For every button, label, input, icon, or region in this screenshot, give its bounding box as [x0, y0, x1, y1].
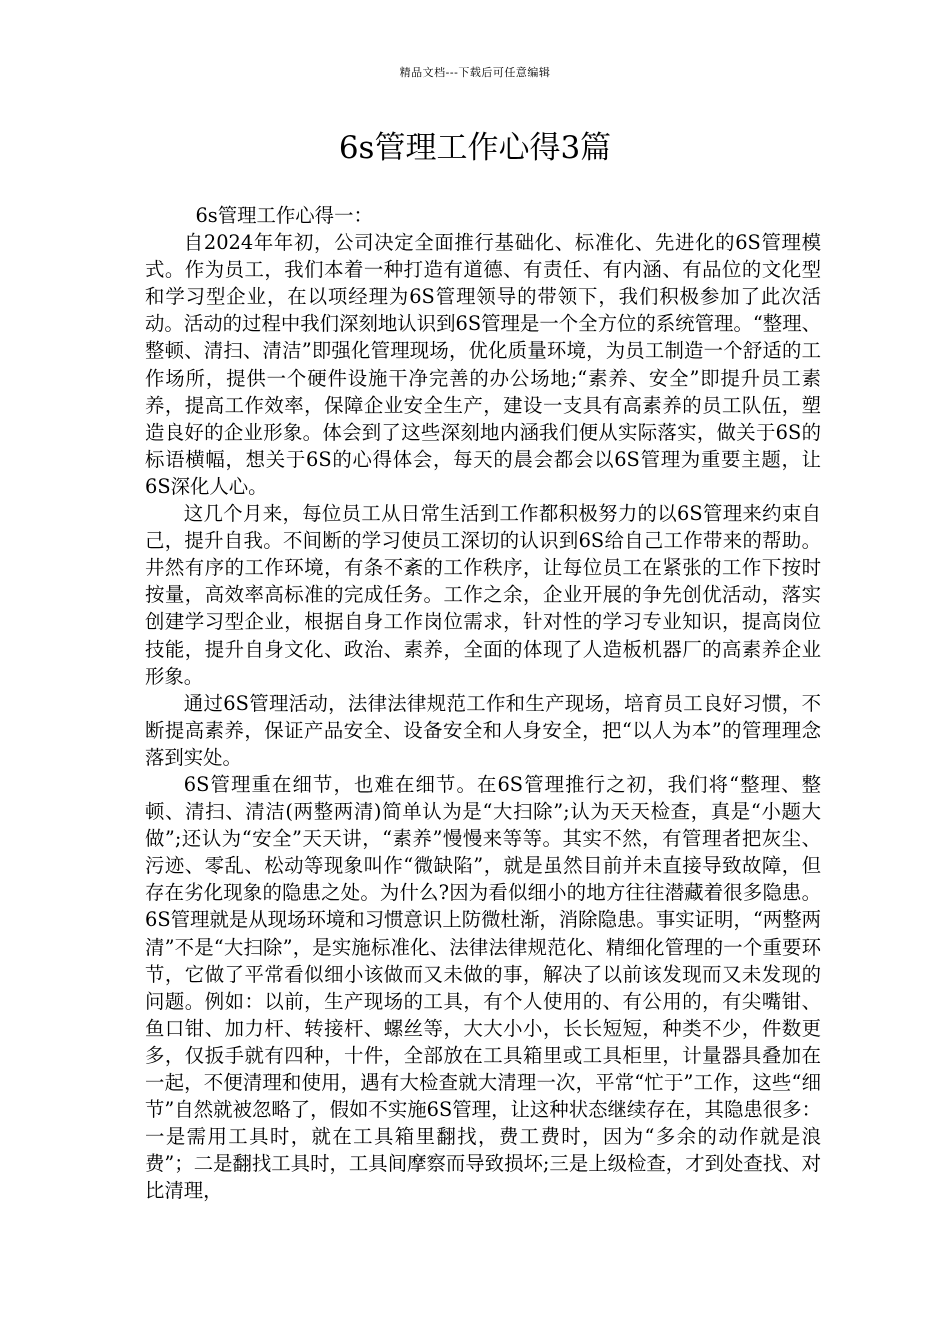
document-title: 6s管理工作心得3篇: [338, 130, 612, 166]
paragraph-4: 6S管理重在细节，也难在细节。在6S管理推行之初，我们将“整理、整顿、清扫、清洁(两整两清)简单认为是“大扫除”;认为天天检查，真是“小题大做”;还认为“安全”天天讲，“素养”慢慢来等等。其实不然，有管理者把灰尘、污迹、零乱、松动等现象叫作“微缺陷”，就是虽然目前并未直接导致故障，但存在劣化现象的隐患之处。为什么?因为看似细小的地方往往潜藏着很多隐患。6S管理就是从现场环境和习惯意识上防微杜渐，消除隐患。事实证明，“两整两清”不是“大扫除”，是实施标准化、法律法律规范化、精细化管理的一个重要环节，它做了平常看似细小该做而又未做的事，解决了以前该发现而又未发现的问题。例如：以前，生产现场的工具，有个人使用的、有公用的，有尖嘴钳、鱼口钳、加力杆、转接杆、螺丝等，大大小小，长长短短，种类不少，件数更多，仅扳手就有四种，十件，全部放在工具箱里或工具柜里，计量器具叠加在一起，不便清理和使用，遇有大检查就大清理一次，平常“忙于”工作，这些“细节”自然就被忽略了，假如不实施6S管理，让这种状态继续存在，其隐患很多：一是需用工具时，就在工具箱里翻找，费工费时，因为“多余的动作就是浪费”；二是翻找工具时，工具间摩察而导致损坏;三是上级检查，才到处查找、对比清理，: [145, 772, 821, 1203]
page-header: 精品文档---下载后可任意编辑: [399, 66, 551, 79]
paragraph-3: 通过6S管理活动，法律法律规范工作和生产现场，培育员工良好习惯，不断提高素养，保证产品安全、设备安全和人身安全，把“以人为本”的管理理念落到实处。: [145, 691, 821, 769]
document-body: [145, 202, 821, 1204]
paragraph-2: 这几个月来，每位员工从日常生活到工作都积极努力的以6S管理来约束自己，提升自我。不间断的学习使员工深切的认识到6S给自己工作带来的帮助。井然有序的工作环境，有条不紊的工作秩序，让每位员工在紧张的工作下按时按量，高效率高标准的完成任务。工作之余，企业开展的争先创优活动，落实创建学习型企业，根据自身工作岗位需求，针对性的学习专业知识，提高岗位技能，提升自身文化、政治、素养，全面的体现了人造板机器厂的高素养企业形象。: [145, 502, 821, 688]
paragraph-1: 自2024年年初，公司决定全面推行基础化、标准化、先进化的6S管理模式。作为员工，我们本着一种打造有道德、有责任、有内涵、有品位的文化型和学习型企业，在以项经理为6S管理领导的带领下，我们积极参加了此次活动。活动的过程中我们深刻地认识到6S管理是一个全方位的系统管理。“整理、整顿、清扫、清洁”即强化管理现场，优化质量环境，为员工制造一个舒适的工作场所，提供一个硬件设施干净完善的办公场地;“素养、安全”即提升员工素养，提高工作效率，保障企业安全生产，建设一支具有高素养的员工队伍，塑造良好的企业形象。体会到了这些深刻地内涵我们便从实际落实，做关于6S的标语横幅，想关于6S的心得体会，每天的晨会都会以6S管理为重要主题，让6S深化人心。: [145, 231, 821, 498]
section-heading: 6s管理工作心得一：: [195, 204, 373, 227]
